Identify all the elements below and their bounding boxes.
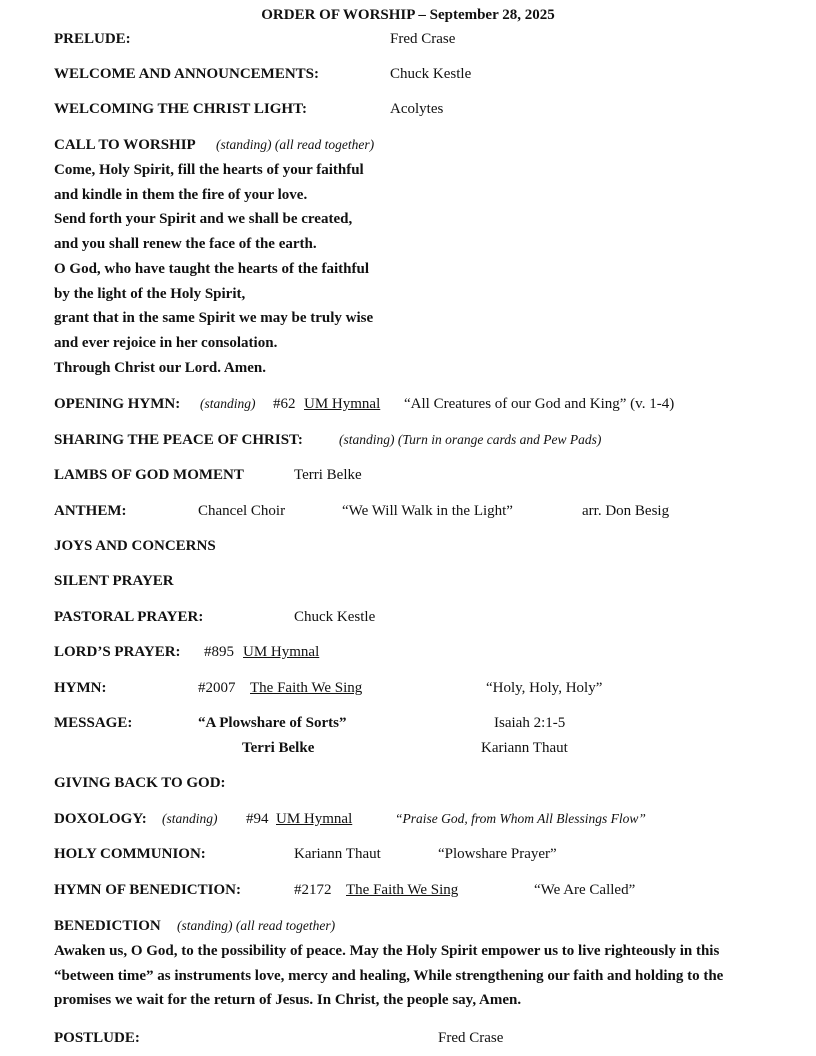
christ-light-name: Acolytes: [390, 101, 444, 117]
pastoral-row: [0, 607, 816, 627]
call-to-worship-row: [0, 135, 816, 155]
opening-hymn-note: (standing): [200, 396, 256, 411]
benediction-text: Awaken us, O God, to the possibility of peace. May the Holy Spirit empower us to live righteously in this “between time” as instruments love, mercy and healing, While strengthening our faith and holding to the promises we wait for the return of Jesus. In Christ, the people say, Amen.: [54, 943, 724, 1009]
opening-hymn-book: UM Hymnal: [304, 396, 381, 412]
call-line-text: and ever rejoice in her consolation.: [54, 335, 278, 351]
opening-hymn-row: [0, 394, 816, 414]
doxology-book: UM Hymnal: [276, 811, 353, 827]
call-line-text: by the light of the Holy Spirit,: [54, 286, 246, 302]
call-line: [0, 259, 816, 279]
call-line-text: and you shall renew the face of the earth.: [54, 236, 317, 252]
doxology-note: (standing): [162, 811, 218, 826]
communion-title: “Plowshare Prayer”: [438, 846, 557, 862]
call-line-text: grant that in the same Spirit we may be truly wise: [54, 310, 374, 326]
lords-prayer-book: UM Hymnal: [243, 644, 320, 660]
page-title: ORDER OF WORSHIP – September 28, 2025: [261, 7, 555, 23]
hymn-number: #2007: [198, 680, 236, 696]
doxology-row: [0, 809, 816, 829]
anthem-title: “We Will Walk in the Light”: [342, 503, 513, 519]
silent-label: SILENT PRAYER: [54, 573, 174, 589]
christ-light-row: [0, 99, 816, 119]
hymn-label: HYMN:: [54, 680, 107, 696]
giving-row: [0, 773, 816, 793]
opening-hymn-label: OPENING HYMN:: [54, 396, 181, 412]
call-line: [0, 333, 816, 353]
hymn-book: The Faith We Sing: [250, 680, 363, 696]
giving-label: GIVING BACK TO GOD:: [54, 775, 226, 791]
prelude-name: Fred Crase: [390, 31, 456, 47]
hymn-benediction-row: [0, 880, 816, 900]
benediction-note: (standing) (all read together): [177, 918, 336, 933]
communion-label: HOLY COMMUNION:: [54, 846, 206, 862]
postlude-label: POSTLUDE:: [54, 1030, 140, 1046]
call-line-text: Through Christ our Lord. Amen.: [54, 360, 266, 376]
communion-row: [0, 844, 816, 864]
hymn-benediction-title: “We Are Called”: [534, 882, 636, 898]
message-row: [0, 713, 816, 733]
hymn-benediction-book: The Faith We Sing: [346, 882, 459, 898]
peace-note: (standing) (Turn in orange cards and Pew Pads): [339, 432, 602, 447]
call-line-text: O God, who have taught the hearts of the faithful: [54, 261, 370, 277]
message-speaker: Terri Belke: [242, 740, 315, 756]
call-line-text: and kindle in them the fire of your love.: [54, 187, 308, 203]
lambs-name: Terri Belke: [294, 467, 362, 483]
welcome-label: WELCOME AND ANNOUNCEMENTS:: [54, 66, 320, 82]
lambs-label: LAMBS OF GOD MOMENT: [54, 467, 244, 483]
hymn-row: [0, 678, 816, 698]
call-to-worship-label: CALL TO WORSHIP: [54, 137, 196, 153]
benediction-row: [0, 916, 816, 936]
pastoral-name: Chuck Kestle: [294, 609, 376, 625]
welcome-name: Chuck Kestle: [390, 66, 472, 82]
title-row: [0, 5, 816, 25]
welcome-row: [0, 64, 816, 84]
prelude-row: [0, 29, 816, 49]
hymn-benediction-label: HYMN OF BENEDICTION:: [54, 882, 241, 898]
peace-row: [0, 430, 816, 450]
hymn-benediction-number: #2172: [294, 882, 332, 898]
call-line: [0, 284, 816, 304]
call-line: [0, 308, 816, 328]
joys-row: [0, 536, 816, 556]
message-people-row: [0, 738, 816, 758]
call-line: [0, 234, 816, 254]
postlude-row: [0, 1028, 816, 1048]
doxology-title: “Praise God, from Whom All Blessings Flow”: [395, 811, 646, 826]
christ-light-label: WELCOMING THE CHRIST LIGHT:: [54, 101, 307, 117]
message-scripture: Isaiah 2:1-5: [494, 715, 566, 731]
postlude-name: Fred Crase: [438, 1030, 504, 1046]
anthem-performer: Chancel Choir: [198, 503, 286, 519]
prelude-label: PRELUDE:: [54, 31, 131, 47]
message-title: “A Plowshare of Sorts”: [198, 715, 347, 731]
hymn-title: “Holy, Holy, Holy”: [486, 680, 603, 696]
message-label: MESSAGE:: [54, 715, 133, 731]
pastoral-label: PASTORAL PRAYER:: [54, 609, 204, 625]
anthem-row: [0, 501, 816, 521]
call-line: [0, 209, 816, 229]
lords-prayer-label: LORD’S PRAYER:: [54, 644, 181, 660]
call-line: [0, 358, 816, 378]
communion-name: Kariann Thaut: [294, 846, 381, 862]
opening-hymn-number: #62: [273, 396, 296, 412]
call-line-text: Come, Holy Spirit, fill the hearts of your faithful: [54, 162, 364, 178]
call-line: [0, 185, 816, 205]
joys-label: JOYS AND CONCERNS: [54, 538, 216, 554]
benediction-label: BENEDICTION: [54, 918, 161, 934]
opening-hymn-title: “All Creatures of our God and King” (v. 1-4): [404, 396, 675, 412]
peace-label: SHARING THE PEACE OF CHRIST:: [54, 432, 303, 448]
anthem-label: ANTHEM:: [54, 503, 127, 519]
anthem-arranger: arr. Don Besig: [582, 503, 670, 519]
lords-prayer-row: [0, 642, 816, 662]
lambs-row: [0, 465, 816, 485]
call-line: [0, 160, 816, 180]
call-line-text: Send forth your Spirit and we shall be created,: [54, 211, 353, 227]
silent-row: [0, 571, 816, 591]
doxology-number: #94: [246, 811, 269, 827]
message-reader: Kariann Thaut: [481, 740, 568, 756]
doxology-label: DOXOLOGY:: [54, 811, 147, 827]
call-to-worship-note: (standing) (all read together): [216, 137, 375, 152]
lords-prayer-number: #895: [204, 644, 234, 660]
